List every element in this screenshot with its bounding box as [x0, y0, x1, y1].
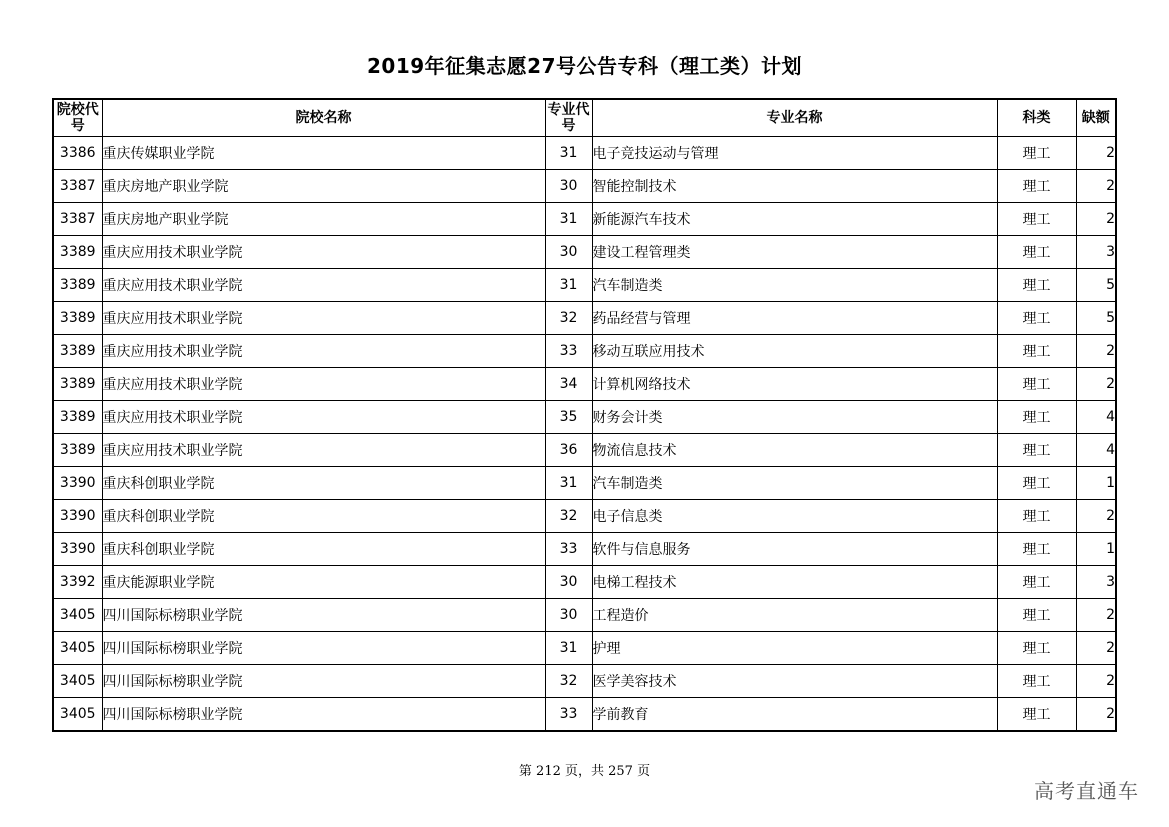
cell-major-code: 30: [545, 236, 592, 269]
cell-vacancy: 3: [1076, 236, 1116, 269]
cell-category: 理工: [997, 698, 1076, 732]
cell-school-code: 3389: [53, 269, 102, 302]
cell-school-name: 重庆房地产职业学院: [102, 170, 545, 203]
cell-category: 理工: [997, 137, 1076, 170]
table-row: [53, 632, 1116, 665]
header-school-name: 院校名称: [102, 99, 545, 137]
cell-school-code: 3389: [53, 302, 102, 335]
cell-major-code: 31: [545, 632, 592, 665]
cell-major-name: 药品经营与管理: [592, 302, 997, 335]
cell-major-code: 33: [545, 698, 592, 732]
cell-school-code: 3389: [53, 368, 102, 401]
table-row: [53, 566, 1116, 599]
cell-major-name: 物流信息技术: [592, 434, 997, 467]
cell-vacancy: 1: [1076, 533, 1116, 566]
table-row: [53, 434, 1116, 467]
page-footer: 第 212 页，共 257 页: [518, 764, 651, 779]
table-row: [53, 368, 1116, 401]
cell-school-code: 3405: [53, 632, 102, 665]
cell-category: 理工: [997, 467, 1076, 500]
cell-major-name: 护理: [592, 632, 997, 665]
table-row: [53, 500, 1116, 533]
cell-major-name: 电梯工程技术: [592, 566, 997, 599]
cell-school-name: 重庆应用技术职业学院: [102, 236, 545, 269]
cell-vacancy: 1: [1076, 467, 1116, 500]
cell-category: 理工: [997, 302, 1076, 335]
cell-vacancy: 2: [1076, 599, 1116, 632]
cell-major-name: 软件与信息服务: [592, 533, 997, 566]
cell-school-name: 四川国际标榜职业学院: [102, 599, 545, 632]
table-row: [53, 170, 1116, 203]
cell-school-code: 3405: [53, 665, 102, 698]
cell-category: 理工: [997, 170, 1076, 203]
cell-vacancy: 2: [1076, 632, 1116, 665]
cell-school-code: 3390: [53, 500, 102, 533]
cell-major-name: 学前教育: [592, 698, 997, 732]
cell-school-name: 重庆应用技术职业学院: [102, 368, 545, 401]
cell-school-code: 3389: [53, 401, 102, 434]
cell-major-name: 建设工程管理类: [592, 236, 997, 269]
table-row: [53, 269, 1116, 302]
cell-major-name: 电子信息类: [592, 500, 997, 533]
cell-vacancy: 2: [1076, 500, 1116, 533]
table-row: [53, 302, 1116, 335]
table-header-row: [53, 99, 1116, 137]
table-row: [53, 401, 1116, 434]
cell-major-code: 30: [545, 599, 592, 632]
cell-category: 理工: [997, 632, 1076, 665]
cell-vacancy: 2: [1076, 170, 1116, 203]
cell-major-name: 财务会计类: [592, 401, 997, 434]
cell-major-code: 35: [545, 401, 592, 434]
cell-school-code: 3390: [53, 533, 102, 566]
cell-school-code: 3390: [53, 467, 102, 500]
header-major-code: 专业代号: [545, 99, 592, 137]
cell-major-code: 36: [545, 434, 592, 467]
table-row: [53, 467, 1116, 500]
cell-school-name: 重庆应用技术职业学院: [102, 434, 545, 467]
cell-vacancy: 4: [1076, 401, 1116, 434]
cell-school-code: 3405: [53, 599, 102, 632]
table-row: [53, 533, 1116, 566]
cell-vacancy: 2: [1076, 335, 1116, 368]
cell-vacancy: 2: [1076, 698, 1116, 732]
cell-school-name: 重庆房地产职业学院: [102, 203, 545, 236]
table-row: [53, 335, 1116, 368]
cell-school-name: 重庆科创职业学院: [102, 533, 545, 566]
cell-school-name: 四川国际标榜职业学院: [102, 698, 545, 732]
cell-category: 理工: [997, 269, 1076, 302]
cell-major-name: 汽车制造类: [592, 269, 997, 302]
cell-school-code: 3389: [53, 335, 102, 368]
cell-major-name: 移动互联应用技术: [592, 335, 997, 368]
cell-major-name: 工程造价: [592, 599, 997, 632]
cell-school-name: 重庆能源职业学院: [102, 566, 545, 599]
cell-category: 理工: [997, 533, 1076, 566]
plan-table: [52, 98, 1117, 732]
cell-vacancy: 3: [1076, 566, 1116, 599]
cell-category: 理工: [997, 203, 1076, 236]
cell-school-code: 3389: [53, 236, 102, 269]
cell-major-code: 31: [545, 137, 592, 170]
cell-vacancy: 2: [1076, 203, 1116, 236]
cell-major-code: 31: [545, 203, 592, 236]
cell-vacancy: 5: [1076, 269, 1116, 302]
table-row: [53, 137, 1116, 170]
cell-school-name: 重庆科创职业学院: [102, 467, 545, 500]
cell-school-code: 3392: [53, 566, 102, 599]
cell-school-name: 重庆应用技术职业学院: [102, 335, 545, 368]
cell-vacancy: 2: [1076, 137, 1116, 170]
cell-major-name: 汽车制造类: [592, 467, 997, 500]
table-row: [53, 203, 1116, 236]
cell-category: 理工: [997, 500, 1076, 533]
cell-major-code: 32: [545, 500, 592, 533]
header-school-code: 院校代号: [53, 99, 102, 137]
cell-school-name: 重庆应用技术职业学院: [102, 401, 545, 434]
cell-category: 理工: [997, 599, 1076, 632]
cell-major-name: 计算机网络技术: [592, 368, 997, 401]
cell-major-code: 31: [545, 467, 592, 500]
cell-school-name: 重庆传媒职业学院: [102, 137, 545, 170]
cell-school-code: 3387: [53, 203, 102, 236]
cell-major-code: 32: [545, 302, 592, 335]
watermark: 高考直通车: [1034, 779, 1139, 803]
page-title: 2019年征集志愿27号公告专科（理工类）计划: [367, 54, 802, 78]
cell-major-code: 32: [545, 665, 592, 698]
cell-category: 理工: [997, 401, 1076, 434]
cell-vacancy: 2: [1076, 368, 1116, 401]
header-major-name: 专业名称: [592, 99, 997, 137]
cell-major-code: 30: [545, 566, 592, 599]
header-vacancy: 缺额: [1076, 99, 1116, 137]
cell-category: 理工: [997, 368, 1076, 401]
cell-major-code: 33: [545, 533, 592, 566]
table-row: [53, 599, 1116, 632]
cell-category: 理工: [997, 566, 1076, 599]
cell-school-name: 重庆应用技术职业学院: [102, 269, 545, 302]
cell-major-code: 33: [545, 335, 592, 368]
cell-major-code: 30: [545, 170, 592, 203]
cell-category: 理工: [997, 434, 1076, 467]
cell-major-code: 34: [545, 368, 592, 401]
cell-major-name: 智能控制技术: [592, 170, 997, 203]
cell-major-name: 医学美容技术: [592, 665, 997, 698]
cell-category: 理工: [997, 665, 1076, 698]
cell-vacancy: 4: [1076, 434, 1116, 467]
cell-school-code: 3387: [53, 170, 102, 203]
cell-vacancy: 5: [1076, 302, 1116, 335]
cell-school-code: 3386: [53, 137, 102, 170]
cell-school-code: 3389: [53, 434, 102, 467]
cell-vacancy: 2: [1076, 665, 1116, 698]
cell-major-code: 31: [545, 269, 592, 302]
cell-major-name: 新能源汽车技术: [592, 203, 997, 236]
cell-school-name: 四川国际标榜职业学院: [102, 632, 545, 665]
header-category: 科类: [997, 99, 1076, 137]
cell-school-code: 3405: [53, 698, 102, 732]
table-row: [53, 665, 1116, 698]
cell-category: 理工: [997, 236, 1076, 269]
table-row: [53, 236, 1116, 269]
cell-school-name: 重庆应用技术职业学院: [102, 302, 545, 335]
cell-major-name: 电子竞技运动与管理: [592, 137, 997, 170]
cell-category: 理工: [997, 335, 1076, 368]
cell-school-name: 四川国际标榜职业学院: [102, 665, 545, 698]
table-row: [53, 698, 1116, 732]
cell-school-name: 重庆科创职业学院: [102, 500, 545, 533]
